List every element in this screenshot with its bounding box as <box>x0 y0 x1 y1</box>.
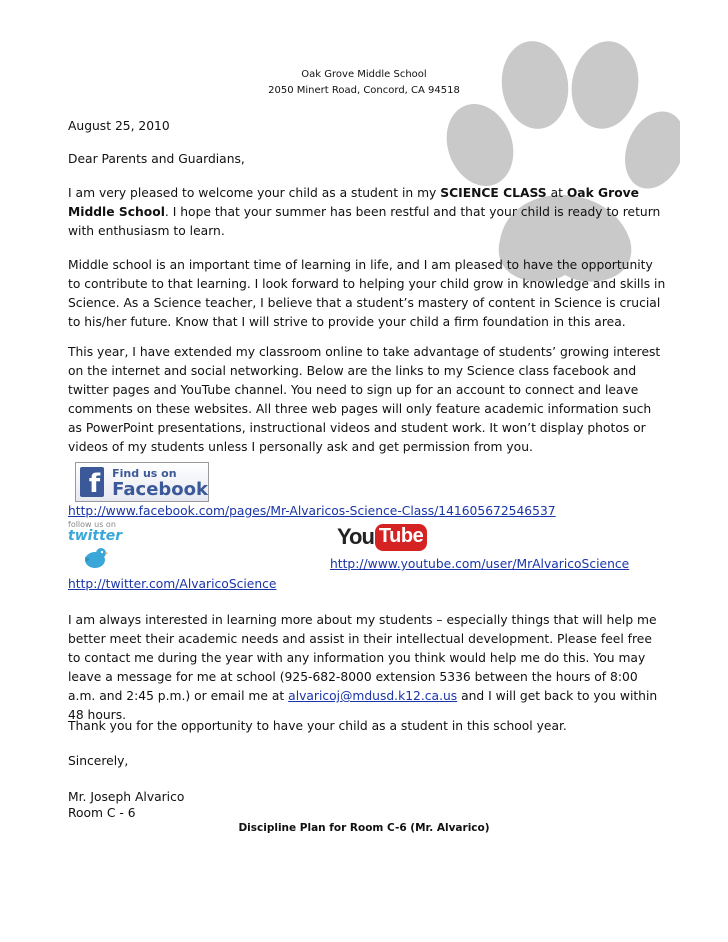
p4-text-1: I am always interested in learning more about my students – especially things that will help me better meet their academic needs and assist in their intellectual development. Please feel free to contact me during the year with any information you think would help me do this. You may leave a message for me at school (925-682-8000 extension 5336 between the hours of 8:00 a.m. and 2:45 p.m.) or email me at <box>68 613 657 703</box>
paragraph-contact <box>68 611 668 725</box>
school-name-bold: Oak Grove Middle School <box>68 186 640 219</box>
p1-text-1: I am very pleased to welcome your child as a student in my <box>68 186 441 200</box>
twitter-wordmark: twitter <box>68 528 123 544</box>
school-name: Oak Grove Middle School <box>301 69 427 80</box>
youtube-link[interactable]: http://www.youtube.com/user/MrAlvaricoScience <box>330 557 630 571</box>
paragraph-thank-you: Thank you for the opportunity to have your child as a student in this school year. <box>68 719 567 733</box>
facebook-badge-small-text: Find us on <box>112 467 177 480</box>
twitter-follow-text: follow us on <box>68 520 116 529</box>
facebook-icon: f <box>80 467 104 497</box>
closing: Sincerely, <box>68 754 129 768</box>
youtube-you-text: You <box>337 524 374 549</box>
paragraph-welcome <box>68 184 668 241</box>
twitter-bird-icon <box>82 547 108 569</box>
youtube-tube-text: Tube <box>375 524 427 551</box>
school-address: 2050 Minert Road, Concord, CA 94518 <box>268 85 460 96</box>
letter-date: August 25, 2010 <box>68 119 170 133</box>
salutation: Dear Parents and Guardians, <box>68 152 245 166</box>
p1-text-3: . I hope that your summer has been restful and that your child is ready to return with enthusiasm to learn. <box>68 205 661 238</box>
p1-text-2: at <box>546 186 567 200</box>
email-link[interactable]: alvaricoj@mdusd.k12.ca.us <box>288 689 458 703</box>
facebook-badge-big-text: Facebook <box>112 479 208 500</box>
paragraph-middle-school: Middle school is an important time of learning in life, and I am pleased to have the opportunity to contribute to that learning. I look forward to helping your child grow in knowledge and skills in Science. As a Science teacher, I believe that a student’s mastery of content in Science is crucial to his/her future. Know that I will strive to provide your child a firm foundation in this area. <box>68 258 666 329</box>
p4-text-2: and I will get back to you within 48 hours. <box>68 689 658 722</box>
twitter-link[interactable]: http://twitter.com/AlvaricoScience <box>68 577 277 591</box>
facebook-badge[interactable] <box>75 462 209 502</box>
signature-room: Room C - 6 <box>68 806 136 820</box>
signature-name: Mr. Joseph Alvarico <box>68 790 185 804</box>
paragraph-online-classroom: This year, I have extended my classroom online to take advantage of students’ growing interest on the internet and social networking. Below are the links to my Science class facebook and twitter pages and YouTube channel. You need to sign up for an account to connect and leave comments on these websites. All three web pages will only feature academic information such as PowerPoint presentations, instructional videos and student work. It won’t display photos or videos of my students unless I personally ask and get permission from you. <box>68 345 661 454</box>
facebook-link[interactable]: http://www.facebook.com/pages/Mr-Alvaricos-Science-Class/141605672546537 <box>68 504 556 518</box>
youtube-badge[interactable] <box>337 520 424 554</box>
science-class-bold: SCIENCE CLASS <box>440 186 547 200</box>
discipline-plan-title: Discipline Plan for Room C-6 (Mr. Alvarico) <box>238 822 490 834</box>
twitter-badge[interactable] <box>68 520 128 580</box>
